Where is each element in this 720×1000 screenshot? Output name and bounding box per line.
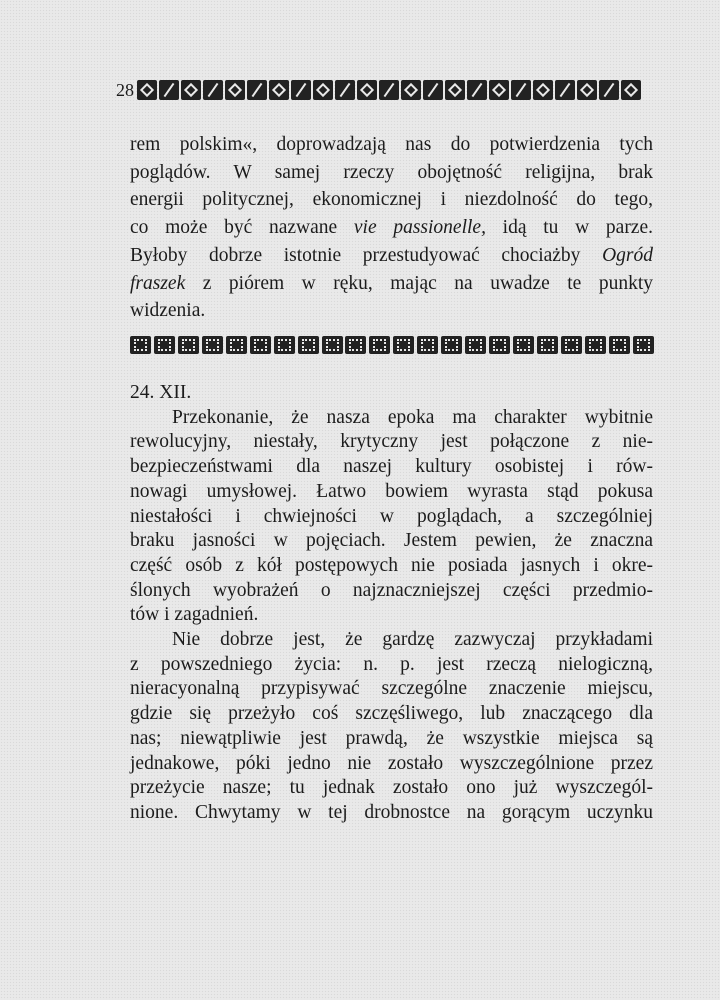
text-run: bezpieczeństwami dla naszej kultury osobistej i rów- <box>130 456 653 478</box>
text-run: idą tu w parze. <box>485 217 653 239</box>
ornamental-divider <box>130 336 654 354</box>
text-run: tów i zagadnień. <box>130 604 259 626</box>
text-run: widzenia. <box>130 300 206 322</box>
ornament-glyph-icon <box>445 80 465 100</box>
ornament-glyph-icon <box>137 80 157 100</box>
ornament-glyph-icon <box>537 336 558 354</box>
italic-text: fraszek <box>130 272 186 294</box>
text-line <box>130 406 653 431</box>
ornament-glyph-icon <box>159 80 179 100</box>
entry-date-heading: 24. XII. <box>130 382 192 403</box>
ornament-glyph-icon <box>585 336 606 354</box>
ornament-glyph-icon <box>465 336 486 354</box>
text-run: ślonych wyobrażeń o najznaczniejszej części przedmio- <box>130 579 653 601</box>
ornament-glyph-icon <box>511 80 531 100</box>
text-run: z powszedniego życia: n. p. jest rzeczą nielogiczną, <box>130 653 653 675</box>
ornament-glyph-icon <box>291 80 311 100</box>
ornament-glyph-icon <box>247 80 267 100</box>
text-run: część osób z kół postępowych nie posiada jasnych i okre- <box>130 554 653 576</box>
text-line <box>130 131 653 159</box>
text-line <box>130 430 653 455</box>
text-line <box>130 159 653 187</box>
text-run: Przekonanie, że nasza epoka ma charakter wybitnie <box>172 406 653 428</box>
ornament-glyph-icon <box>513 336 534 354</box>
text-line <box>130 776 653 801</box>
ornament-glyph-icon <box>357 80 377 100</box>
ornament-glyph-icon <box>250 336 271 354</box>
ornament-glyph-icon <box>369 336 390 354</box>
ornament-glyph-icon <box>621 80 641 100</box>
text-run: braku jasności w pojęciach. Jestem pewien, że znaczna <box>130 530 653 552</box>
ornament-glyph-icon <box>609 336 630 354</box>
ornament-glyph-icon <box>202 336 223 354</box>
text-line <box>130 270 653 298</box>
ornament-glyph-icon <box>441 336 462 354</box>
ornament-glyph-icon <box>274 336 295 354</box>
text-run: nieracyonalną przypisywać szczególne znaczenie miejscu, <box>130 678 653 700</box>
text-line <box>130 554 653 579</box>
ornament-glyph-icon <box>489 336 510 354</box>
text-line <box>130 603 653 628</box>
ornament-glyph-icon <box>154 336 175 354</box>
text-run: Byłoby dobrze istotnie przestudyować chociażby <box>130 244 603 266</box>
text-line <box>130 455 653 480</box>
text-line <box>130 214 653 242</box>
ornament-glyph-icon <box>225 80 245 100</box>
ornament-glyph-icon <box>401 80 421 100</box>
text-run: gdzie się przeżyło coś szczęśliwego, lub znaczącego dla <box>130 703 653 725</box>
text-section-continuation <box>130 131 653 325</box>
ornament-glyph-icon <box>423 80 443 100</box>
text-line <box>130 702 653 727</box>
ornament-glyph-icon <box>633 336 654 354</box>
ornament-glyph-icon <box>467 80 487 100</box>
ornament-glyph-icon <box>393 336 414 354</box>
text-line <box>130 801 653 826</box>
ornament-glyph-icon <box>178 336 199 354</box>
ornament-glyph-icon <box>599 80 619 100</box>
ornament-glyph-icon <box>489 80 509 100</box>
text-line <box>130 628 653 653</box>
text-section-entry <box>130 381 653 826</box>
ornament-glyph-icon <box>130 336 151 354</box>
text-line <box>130 727 653 752</box>
ornament-glyph-icon <box>533 80 553 100</box>
text-line <box>130 505 653 530</box>
text-run: jednakowe, póki jedno nie zostało wyszczególnione przez <box>130 752 653 774</box>
ornament-glyph-icon <box>322 336 343 354</box>
ornament-glyph-icon <box>313 80 333 100</box>
text-run: Nie dobrze jest, że gardzę zazwyczaj przykładami <box>172 629 653 651</box>
ornament-glyph-icon <box>561 336 582 354</box>
italic-text: vie passionelle, <box>353 217 486 239</box>
header-ornament-band <box>137 80 641 100</box>
text-run: nas; niewątpliwie jest prawdą, że wszystkie miejsca są <box>130 727 653 749</box>
ornament-glyph-icon <box>379 80 399 100</box>
page-header <box>116 76 654 100</box>
text-line <box>130 297 653 325</box>
text-run: niestałości i chwiejności w poglądach, a szczególniej <box>130 505 653 527</box>
text-run: nowagi umysłowej. Łatwo bowiem wyrasta stąd pokusa <box>130 480 653 502</box>
ornament-glyph-icon <box>269 80 289 100</box>
ornament-glyph-icon <box>417 336 438 354</box>
text-line <box>130 579 653 604</box>
text-run: energii politycznej, ekonomicznej i niezdolność do tego, <box>130 189 653 211</box>
text-run: rewolucyjny, niestały, krytyczny jest połączone z nie- <box>130 431 653 453</box>
text-line <box>130 480 653 505</box>
ornament-glyph-icon <box>555 80 575 100</box>
text-run: co może być nazwane <box>130 217 354 239</box>
ornament-glyph-icon <box>345 336 366 354</box>
ornament-glyph-icon <box>335 80 355 100</box>
text-run: nione. Chwytamy w tej drobnostce na gorącym uczynku <box>130 801 653 823</box>
ornament-glyph-icon <box>226 336 247 354</box>
ornament-glyph-icon <box>298 336 319 354</box>
text-line <box>130 186 653 214</box>
text-line <box>130 529 653 554</box>
text-line <box>130 677 653 702</box>
text-run: rem polskim«, doprowadzają nas do potwierdzenia tych <box>130 134 653 155</box>
page-number: 28 <box>116 80 134 100</box>
ornament-glyph-icon <box>181 80 201 100</box>
ornament-glyph-icon <box>203 80 223 100</box>
text-line <box>130 653 653 678</box>
text-run: z piórem w ręku, mając na uwadze te punkty <box>185 272 653 294</box>
text-line <box>130 242 653 270</box>
text-run: przeżycie nasze; tu jednak zostało ono już wyszczegól- <box>130 777 653 799</box>
text-run: poglądów. W samej rzeczy obojętność religijna, brak <box>130 161 653 183</box>
italic-text: Ogród <box>602 244 653 266</box>
text-line <box>130 752 653 777</box>
ornament-glyph-icon <box>577 80 597 100</box>
